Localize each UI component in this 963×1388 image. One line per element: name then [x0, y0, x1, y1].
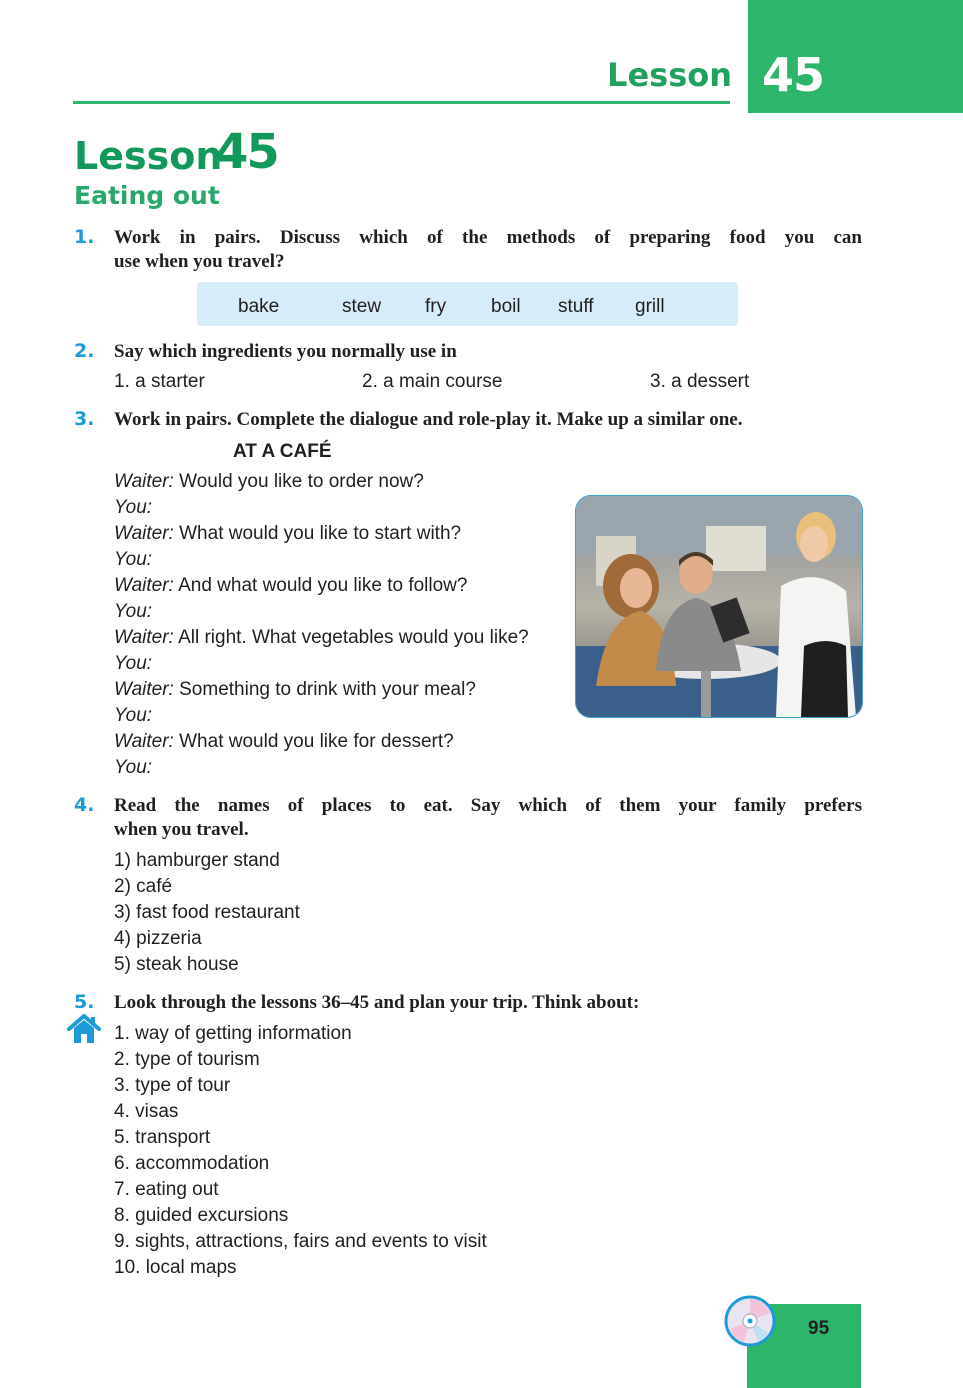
cafe-photo: [575, 495, 863, 718]
speaker: You:: [114, 757, 153, 778]
speaker: You:: [114, 497, 153, 518]
speaker: You:: [114, 601, 153, 622]
task-instruction: when you travel.: [114, 819, 249, 840]
list-item: 3) fast food restaurant: [114, 902, 300, 923]
list-item: 1. way of getting information: [114, 1023, 352, 1044]
lesson-title: Lesson: [74, 134, 223, 178]
dialogue-text: And what would you like to follow?: [178, 575, 468, 596]
list-item: 6. accommodation: [114, 1153, 270, 1174]
speaker: You:: [114, 549, 153, 570]
lesson-subtitle: Eating out: [74, 181, 220, 210]
header-lesson-number: 45: [762, 48, 825, 102]
speaker: Waiter:: [114, 575, 174, 596]
dialogue-line: [114, 625, 529, 651]
dialogue-line: [114, 495, 152, 521]
speaker: Waiter:: [114, 627, 174, 648]
dialogue-line: [114, 677, 476, 703]
task-instruction: Work in pairs. Complete the dialogue and role-play it. Make up a similar one.: [114, 409, 743, 430]
dialogue-line: [114, 703, 152, 729]
dialogue-line: [114, 521, 461, 547]
dialogue-title: AT A CAFÉ: [233, 441, 332, 462]
page-number: 95: [808, 1318, 830, 1339]
dialogue-text: What would you like to start with?: [179, 523, 462, 544]
speaker: You:: [114, 653, 153, 674]
task-instruction: Read the names of places to eat. Say which of them your family prefers: [114, 795, 862, 816]
task-instruction: Work in pairs. Discuss which of the methods of preparing food you can: [114, 227, 862, 248]
word-item: fry: [425, 296, 447, 317]
list-item: 1) hamburger stand: [114, 850, 280, 871]
task-instruction: Say which ingredients you normally use in: [114, 341, 457, 362]
dialogue-text: Would you like to order now?: [179, 471, 424, 492]
word-item: stew: [342, 296, 382, 317]
task-number: 1.: [74, 226, 95, 248]
lesson-title-number: 45: [215, 124, 278, 180]
task-instruction: use when you travel?: [114, 251, 285, 272]
dialogue-text: All right. What vegetables would you like?: [178, 627, 529, 648]
option-item: 3. a dessert: [650, 371, 750, 392]
dialogue-line: [114, 755, 152, 781]
list-item: 2. type of tourism: [114, 1049, 260, 1070]
list-item: 5) steak house: [114, 954, 239, 975]
speaker: Waiter:: [114, 731, 174, 752]
dialogue-line: [114, 547, 152, 573]
list-item: 4) pizzeria: [114, 928, 202, 949]
list-item: 5. transport: [114, 1127, 211, 1148]
cd-icon: [724, 1295, 776, 1347]
word-item: bake: [238, 296, 280, 317]
list-item: 4. visas: [114, 1101, 179, 1122]
dialogue-line: [114, 651, 152, 677]
word-item: boil: [491, 296, 521, 317]
list-item: 7. eating out: [114, 1179, 219, 1200]
dialogue-line: [114, 469, 424, 495]
list-item: 9. sights, attractions, fairs and events to visit: [114, 1231, 487, 1252]
speaker: You:: [114, 705, 153, 726]
list-item: 3. type of tour: [114, 1075, 231, 1096]
word-item: grill: [635, 296, 665, 317]
task-number: 3.: [74, 408, 95, 430]
option-item: 1. a starter: [114, 371, 205, 392]
task-number: 5.: [74, 991, 95, 1013]
speaker: Waiter:: [114, 471, 174, 492]
dialogue-line: [114, 729, 454, 755]
speaker: Waiter:: [114, 679, 174, 700]
task-number: 2.: [74, 340, 95, 362]
list-item: 10. local maps: [114, 1257, 237, 1278]
task-instruction: Look through the lessons 36–45 and plan your trip. Think about:: [114, 992, 640, 1013]
header-rule: [73, 101, 730, 104]
word-item: stuff: [558, 296, 594, 317]
list-item: 8. guided excursions: [114, 1205, 289, 1226]
list-item: 2) café: [114, 876, 173, 897]
header-lesson-label: Lesson: [607, 56, 732, 94]
option-item: 2. a main course: [362, 371, 503, 392]
dialogue-line: [114, 573, 467, 599]
dialogue-text: What would you like for dessert?: [179, 731, 454, 752]
speaker: Waiter:: [114, 523, 174, 544]
home-icon: [67, 1013, 101, 1045]
task-number: 4.: [74, 794, 95, 816]
dialogue-line: [114, 599, 152, 625]
dialogue-text: Something to drink with your meal?: [179, 679, 476, 700]
